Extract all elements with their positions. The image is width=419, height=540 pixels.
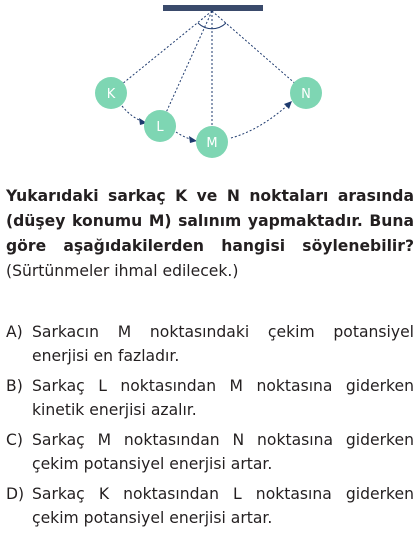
option-c[interactable] xyxy=(6,428,414,476)
ball-m-label: M xyxy=(206,136,218,151)
string-to-k xyxy=(111,11,212,93)
option-letter: B) xyxy=(6,377,23,395)
pendulum-figure xyxy=(0,0,419,180)
option-letter: D) xyxy=(6,485,25,503)
option-text: Sarkaç M noktasından N noktasına giderken çekim potansiyel enerjisi artar. xyxy=(32,431,414,473)
ball-k-label: K xyxy=(106,87,116,102)
ball-l-label: L xyxy=(156,120,164,135)
option-text: Sarkaç L noktasından M noktasına giderken kinetik enerjisi azalır. xyxy=(32,377,414,419)
ball-n-label: N xyxy=(301,87,311,102)
ceiling-support xyxy=(163,5,263,11)
question-bold: Yukarıdaki sarkaç K ve N noktaları arasında (düşey konumu M) salınım yapmaktadır. Buna göre aşağıdakilerden hangisi söylenebilir? xyxy=(6,187,414,255)
option-a[interactable] xyxy=(6,320,414,368)
option-b[interactable] xyxy=(6,374,414,422)
option-text: Sarkacın M noktasındaki çekim potansiyel enerjisi en fazladır. xyxy=(32,323,414,365)
option-d[interactable] xyxy=(6,482,414,530)
string-to-l xyxy=(160,11,212,126)
option-text: Sarkaç K noktasından L noktasına giderken çekim potansiyel enerjisi artar. xyxy=(32,485,414,527)
option-letter: A) xyxy=(6,323,23,341)
option-letter: C) xyxy=(6,431,23,449)
answer-options xyxy=(6,320,414,536)
question-text xyxy=(6,184,414,284)
question-note: (Sürtünmeler ihmal edilecek.) xyxy=(6,262,239,280)
